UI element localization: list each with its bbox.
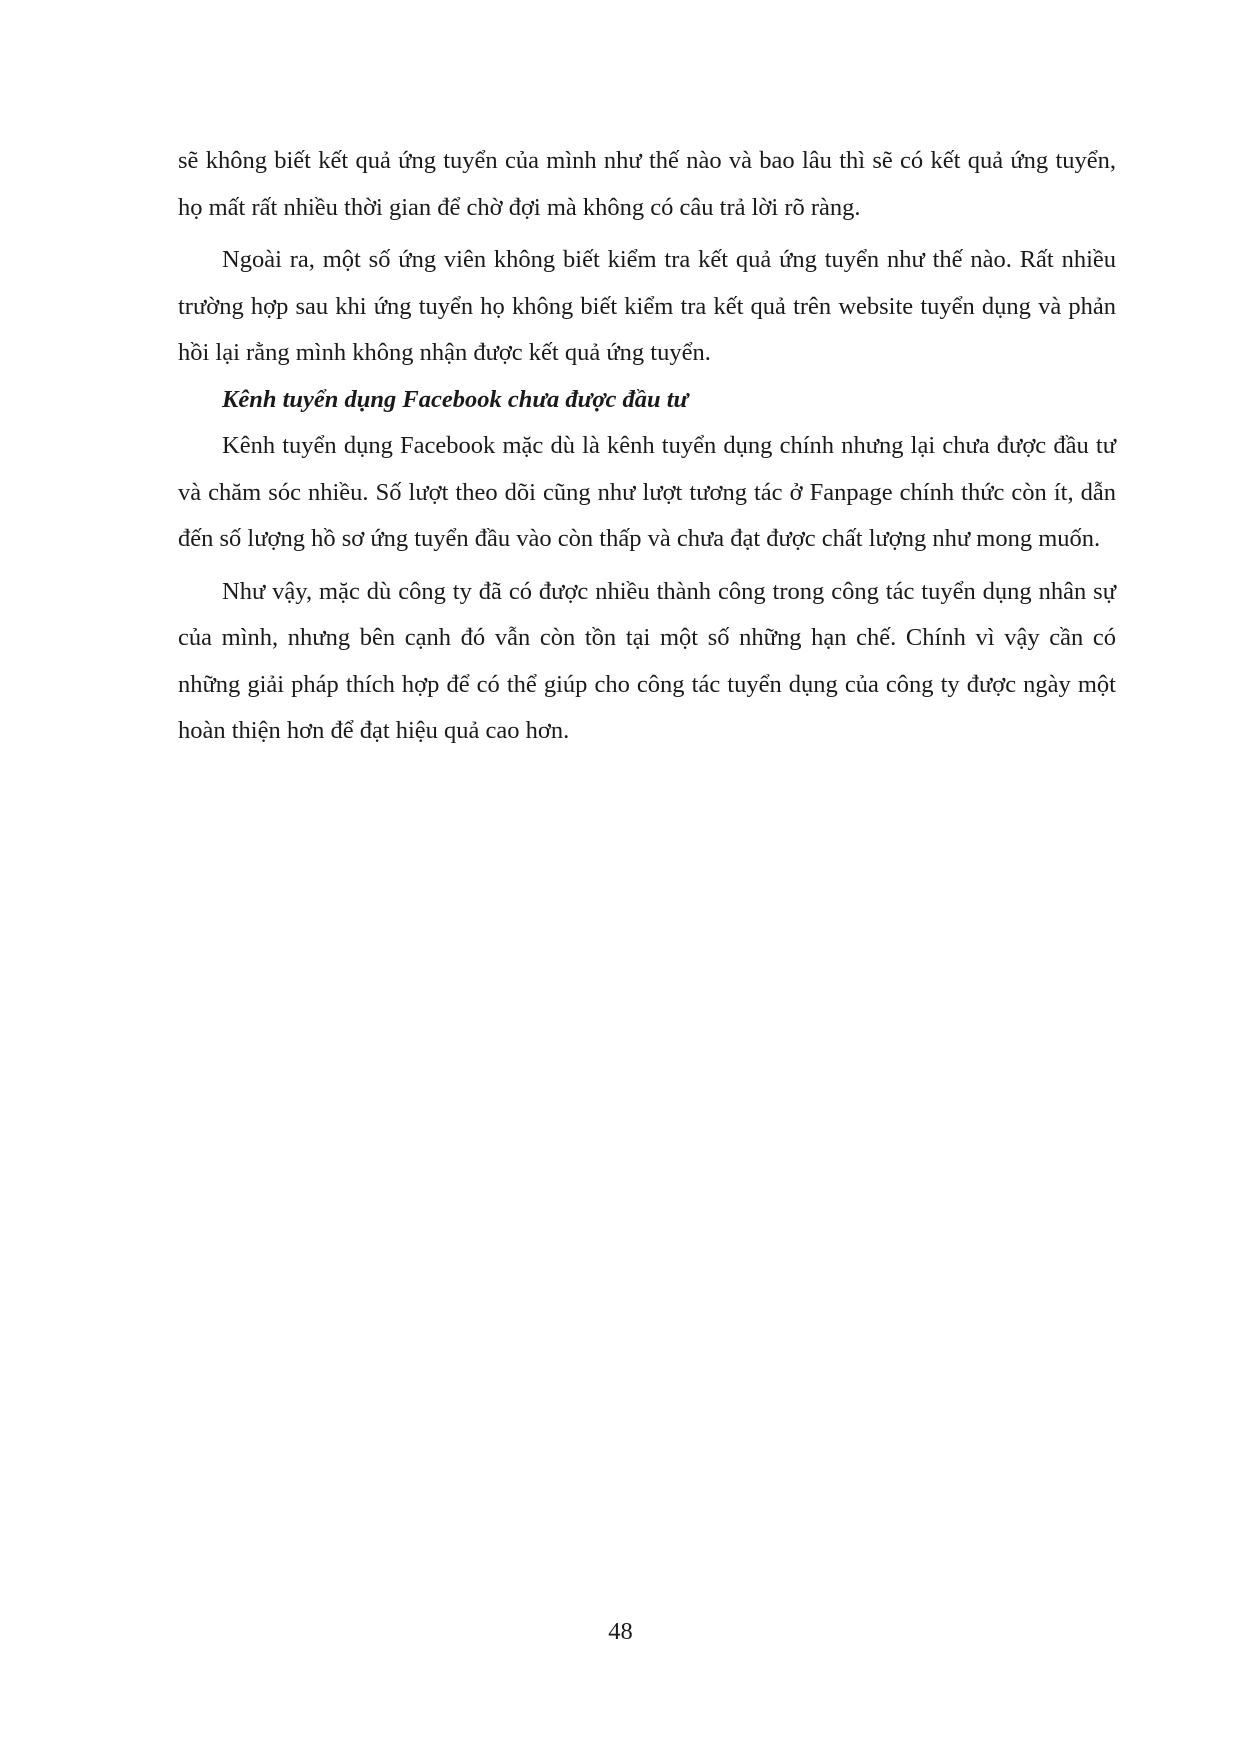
section-heading: Kênh tuyển dụng Facebook chưa được đầu tư [222,385,689,413]
paragraph-facebook-channel: Kênh tuyển dụng Facebook mặc dù là kênh tuyển dụng chính nhưng lại chưa được đầu tư và chăm sóc nhiều. Số lượt theo dõi cũng như lượt tương tác ở Fanpage chính thức còn ít, dẫn đến số lượng hồ sơ ứng tuyển đầu vào còn thấp và chưa đạt được chất lượng như mong muốn. [178,432,1116,552]
page-number: 48 [608,1618,633,1645]
paragraph-continuation: sẽ không biết kết quả ứng tuyển của mình như thế nào và bao lâu thì sẽ có kết quả ứng tuyển, họ mất rất nhiều thời gian để chờ đợi mà không có câu trả lời rõ ràng. [178,147,1116,221]
paragraph-result-checking: Ngoài ra, một số ứng viên không biết kiểm tra kết quả ứng tuyển như thế nào. Rất nhiều trường hợp sau khi ứng tuyển họ không biết kiểm tra kết quả trên website tuyển dụng và phản hồi lại rằng mình không nhận được kết quả ứng tuyển. [178,246,1116,366]
paragraph-conclusion: Như vậy, mặc dù công ty đã có được nhiều thành công trong công tác tuyển dụng nhân sự của mình, nhưng bên cạnh đó vẫn còn tồn tại một số những hạn chế. Chính vì vậy cần có những giải pháp thích hợp để có thể giúp cho công tác tuyển dụng của công ty được ngày một hoàn thiện hơn để đạt hiệu quả cao hơn. [178,577,1116,744]
body-text [178,138,1116,755]
